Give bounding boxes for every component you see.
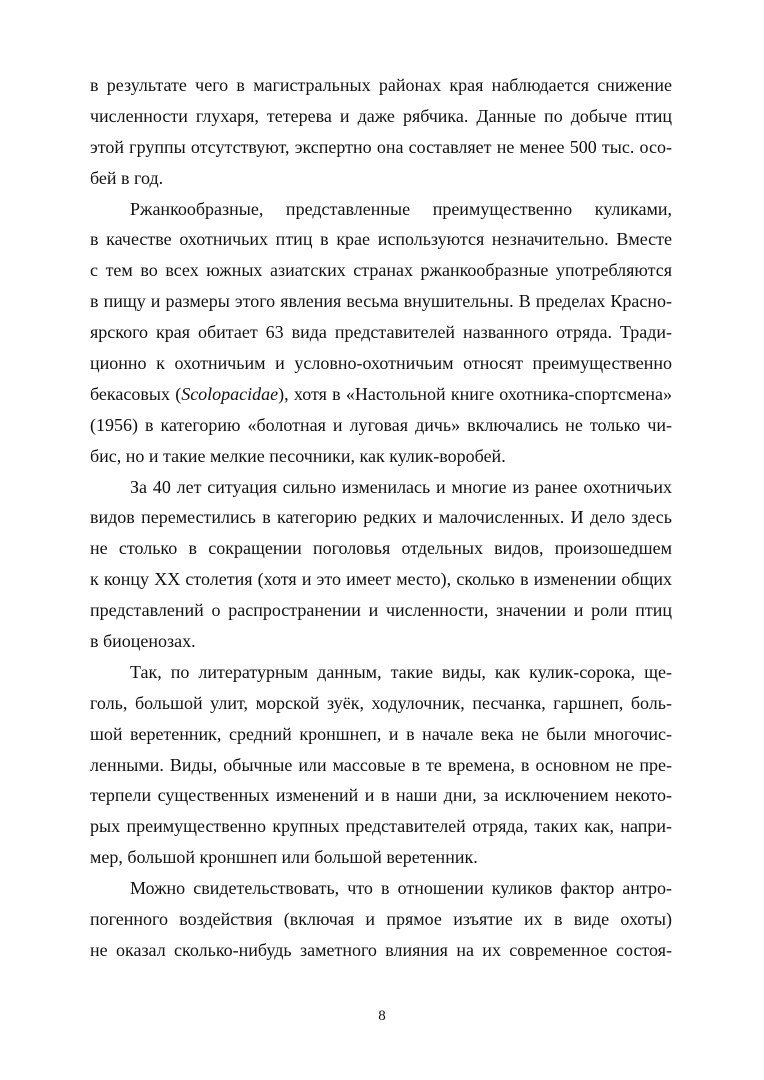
text-line: не оказал сколько-нибудь заметного влияния на их современное состоя- [90, 939, 672, 960]
text-line: голь, большой улит, морской зуёк, ходулочник, песчанка, гаршнеп, боль- [90, 692, 672, 713]
text-line: (1956) в категорию «болотная и луговая дичь» включались не только чи- [90, 414, 672, 435]
text-line: бис, но и такие мелкие песочники, как кулик-воробей. [90, 445, 506, 466]
text-line: в биоценозах. [90, 631, 196, 652]
text-line: представлений о распространении и численности, значении и роли птиц [90, 600, 672, 621]
text-line: не столько в сокращении поголовья отдельных видов, произошедшем [90, 538, 672, 559]
text-line: терпели существенных изменений и в наши дни, за исключением некото- [90, 785, 672, 806]
text-line: этой группы отсутствуют, экспертно она составляет не менее 500 тыс. осо- [90, 136, 672, 157]
paragraph-1 [90, 70, 672, 194]
text-fragment: ), хотя в «Настольной книге охотника-спортсмена» [278, 383, 672, 404]
text-line: мер, большой кроншнеп или большой веретенник. [90, 847, 478, 868]
text-line: ярского края обитает 63 вида представителей названного отряда. Тради- [90, 322, 672, 343]
document-body [90, 70, 672, 966]
text-line: бей в год. [90, 167, 164, 188]
text-line: численности глухаря, тетерева и даже рябчика. Данные по добыче птиц [90, 105, 672, 126]
text-line: в пищу и размеры этого явления весьма внушительны. В пределах Красно- [90, 291, 672, 312]
paragraph-3 [90, 472, 672, 657]
text-line: Ржанкообразные, представленные преимущественно куликами, [130, 198, 672, 219]
text-line: Можно свидетельствовать, что в отношении куликов фактор антро- [130, 878, 672, 899]
text-line: к концу XX столетия (хотя и это имеет место), сколько в изменении общих [90, 569, 672, 590]
text-line: погенного воздействия (включая и прямое изъятие их в виде охоты) [90, 909, 672, 930]
latin-term: Scolopacidae [181, 383, 279, 404]
text-line: с тем во всех южных азиатских странах ржанкообразные употребляются [90, 260, 672, 281]
text-fragment: бекасовых ( [90, 383, 182, 404]
paragraph-5 [90, 873, 672, 966]
text-line: За 40 лет ситуация сильно изменилась и многие из ранее охотничьих [130, 476, 672, 497]
text-line: Так, по литературным данным, такие виды, как кулик-сорока, ще- [130, 661, 672, 682]
text-line: ционно к охотничьим и условно-охотничьим относят преимущественно [90, 353, 672, 374]
text-line: рых преимущественно крупных представителей отряда, таких как, напри- [90, 816, 672, 837]
paragraph-4 [90, 657, 672, 873]
text-line: шой веретенник, средний кроншнеп, и в начале века не были многочис- [90, 723, 672, 744]
text-line: ленными. Виды, обычные или массовые в те времена, в основном не пре- [90, 754, 672, 775]
text-line: видов переместились в категорию редких и малочисленных. И дело здесь [90, 507, 672, 528]
text-line: в качестве охотничьих птиц в крае используются незначительно. Вместе [90, 229, 672, 250]
paragraph-2 [90, 194, 672, 472]
text-line: в результате чего в магистральных районах края наблюдается снижение [90, 75, 672, 95]
text-line [90, 379, 672, 410]
page-number: 8 [378, 1008, 386, 1024]
